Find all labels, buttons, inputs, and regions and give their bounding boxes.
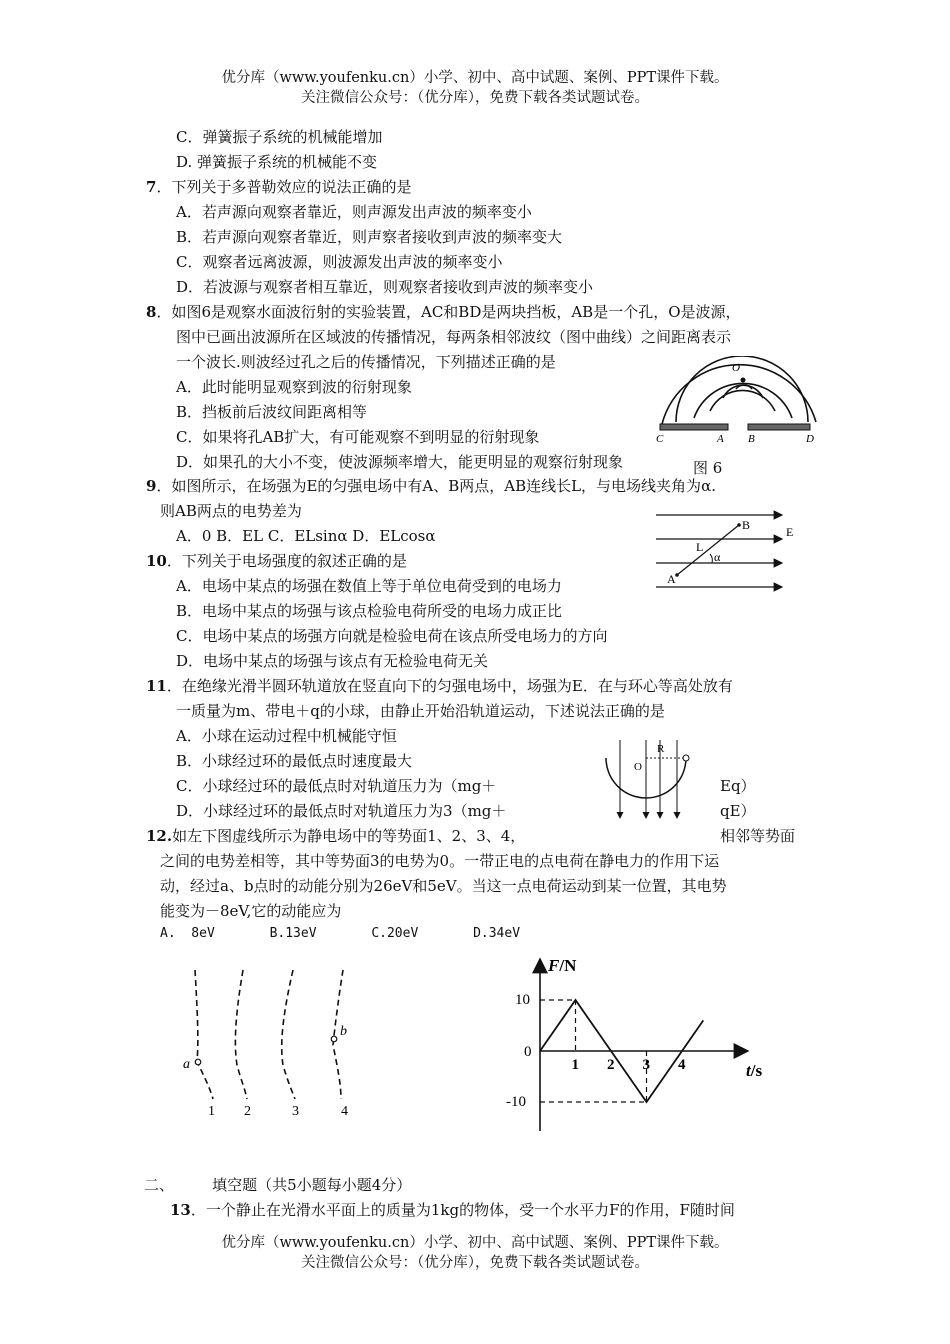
wave-source-point [741, 378, 746, 383]
q13-stem [170, 1198, 735, 1222]
x-tick-2: 2 [607, 1057, 615, 1073]
q8-number: 8 [146, 303, 157, 321]
x-axis-label-unit: /s [750, 1061, 763, 1080]
q11-line-1: ．在绝缘光滑半圆环轨道放在竖直向下的匀强电场中，场强为E．在与环心等高处放有 [166, 677, 733, 695]
q8-line-1: ．如图6是观察水面波衍射的实验装置，AC和BD是两块挡板，AB是一个孔，O是波源， [156, 303, 741, 321]
y-axis-label-unit: /N [559, 956, 577, 975]
q10-option-d: D．电场中某点的场强与该点有无检验电荷无关 [176, 652, 489, 670]
segment-ab [677, 525, 739, 575]
q11-number: 11 [146, 677, 167, 695]
label-d: D [806, 433, 814, 445]
y-tick-10: 10 [515, 992, 530, 1008]
q8-option-b: B．挡板前后波纹间距离相等 [176, 403, 368, 421]
footer-line-2: 关注微信公众号：（优分库），免费下载各类试题试卷。 [301, 1255, 649, 1271]
fig12-label-b: b [340, 1024, 347, 1039]
q8-line-2: 图中已画出波源所在区域波的传播情况，每两条相邻波纹（图中曲线）之间距离表示 [176, 328, 732, 346]
fig12-label-3: 3 [292, 1104, 299, 1119]
equipotential-3 [282, 970, 295, 1099]
q8-option-a: A．此时能明显观察到波的衍射现象 [176, 378, 412, 396]
q10-stem [146, 549, 407, 573]
q10-number: 10 [146, 552, 167, 570]
y-axis-label-f: F [548, 956, 560, 975]
label-o: O [732, 362, 740, 374]
q8-option-c: C．如果将孔AB扩大，有可能观察不到明显的衍射现象 [176, 428, 540, 446]
y-tick-0: 0 [524, 1044, 532, 1060]
header-line-2: 关注微信公众号：（优分库），免费下载各类试题试卷。 [301, 90, 649, 106]
fig9-label-e: E [786, 525, 794, 539]
q9-line-1: ．如图所示，在场强为E的匀强电场中有A、B两点，AB连线长L，与电场线夹角为α. [156, 477, 716, 495]
fig9-label-a: A [667, 572, 676, 586]
q7-number: 7 [146, 178, 157, 196]
figure-q11-semicircle-track [598, 738, 698, 826]
section-2-title: 二、 填空题（共5小题每小题4分） [144, 1176, 412, 1194]
y-tick-minus-10: -10 [506, 1094, 526, 1110]
q6-option-d: D. 弹簧振子系统的机械能不变 [176, 153, 378, 171]
q12-line-1: 如左下图虚线所示为静电场中的等势面1、2、3、4， [172, 827, 526, 845]
barrier-bd [748, 424, 810, 430]
figure-q12-equipotential-surfaces [175, 965, 365, 1125]
q12-line-3: 动，经过a、b点时的动能分别为26eV和5eV。当这一点电荷运动到某一位置，其电势 [160, 877, 727, 895]
q7-stem [146, 175, 411, 199]
point-a [675, 573, 679, 577]
footer-line-1: 优分库（www.youfenku.cn）小学、初中、高中试题、案例、PPT课件下载。 [221, 1235, 729, 1251]
q7-option-c: C．观察者远离波源，则波源发出声波的频率变小 [176, 253, 503, 271]
point-b [737, 523, 741, 527]
header-line-1: 优分库（www.youfenku.cn）小学、初中、高中试题、案例、PPT课件下载。 [221, 70, 729, 86]
force-time-graph [500, 953, 790, 1138]
q11-option-d-tail: qE） [720, 802, 756, 820]
q7-stem-text: ．下列关于多普勒效应的说法正确的是 [156, 178, 412, 196]
q9-line-2: 则AB两点的电势差为 [160, 502, 302, 520]
q13-line-1: ．一个静止在光滑水平面上的质量为1kg的物体，受一个水平力F的作用，F随时间 [190, 1201, 735, 1219]
q10-option-b: B．电场中某点的场强与该点检验电荷所受的电场力成正比 [176, 602, 563, 620]
q12-line-2: 之间的电势差相等，其中等势面3的电势为0。一带正电的点电荷在静电力的作用下运 [160, 852, 720, 870]
label-b: B [748, 433, 755, 445]
barrier-ac [660, 424, 728, 430]
q10-option-c: C．电场中某点的场强方向就是检验电荷在该点所受电场力的方向 [176, 627, 608, 645]
q8-stem [146, 300, 741, 324]
q11-stem [146, 674, 733, 698]
fig9-label-alpha: α [714, 550, 721, 564]
q9-stem [146, 474, 716, 498]
label-a: A [717, 433, 724, 445]
figure-q9-uniform-field [650, 505, 800, 600]
q8-line-3: 一个波长.则波经过孔之后的传播情况，下列描述正确的是 [176, 353, 556, 371]
fig12-label-2: 2 [244, 1104, 251, 1119]
q12-stem [146, 824, 525, 848]
q12-options: A. 8eV B.13eV C.20eV D.34eV [160, 926, 521, 941]
q10-option-a: A．电场中某点的场强在数值上等于单位电荷受到的电场力 [176, 577, 562, 595]
y-axis-label [547, 956, 577, 975]
fig11-label-o: O [634, 761, 642, 773]
q13-number: 13 [170, 1201, 191, 1219]
q8-option-d: D．如果孔的大小不变，使波源频率增大，能更明显的观察衍射现象 [176, 453, 624, 471]
q6-option-c: C．弹簧振子系统的机械能增加 [176, 128, 383, 146]
q12-number: 12. [146, 827, 173, 845]
q11-option-a: A．小球在运动过程中机械能守恒 [176, 727, 397, 745]
q11-line-2: 一质量为m、带电＋q的小球，由静止开始沿轨道运动，下述说法正确的是 [176, 702, 665, 720]
q11-option-b: B．小球经过环的最低点时速度最大 [176, 752, 413, 770]
q12-line-1-tail: 相邻等势面 [720, 827, 796, 845]
q11-option-c-tail: Eq） [720, 777, 756, 795]
fig12-label-a: a [183, 1057, 190, 1072]
figure-6-wave-diffraction [650, 356, 820, 448]
q10-stem-text: ．下列关于电场强度的叙述正确的是 [166, 552, 407, 570]
q12-line-4: 能变为－8eV,它的动能应为 [160, 902, 342, 920]
equipotential-2 [235, 970, 247, 1099]
fig12-label-4: 4 [341, 1104, 348, 1119]
point-b [331, 1036, 337, 1042]
q7-option-a: A．若声源向观察者靠近，则声源发出声波的频率变小 [176, 203, 532, 221]
q7-option-b: B．若声源向观察者靠近，则声察者接收到声波的频率变大 [176, 228, 563, 246]
x-tick-3: 3 [642, 1057, 650, 1073]
x-tick-1: 1 [571, 1057, 579, 1073]
figure-6-caption: 图 6 [693, 459, 723, 477]
q7-option-d: D．若波源与观察者相互靠近，则观察者接收到声波的频率变小 [176, 278, 594, 296]
ball [683, 755, 689, 761]
q9-number: 9 [146, 477, 157, 495]
x-axis-label-t: t [746, 1061, 751, 1080]
fig11-label-r: R [657, 743, 665, 755]
fig12-label-1: 1 [208, 1104, 215, 1119]
point-a [195, 1059, 201, 1065]
fig9-label-b: B [742, 518, 751, 532]
q9-options: A．0 B．EL C．ELsinα D．ELcosα [176, 527, 436, 545]
equipotential-1 [195, 970, 213, 1099]
fig9-label-l: L [696, 540, 704, 554]
angle-arc [710, 554, 712, 563]
label-c: C [656, 433, 664, 445]
x-axis-label [746, 1061, 762, 1080]
q11-option-c: C．小球经过环的最低点时对轨道压力为（mg＋ [176, 777, 497, 795]
q11-option-d: D．小球经过环的最低点时对轨道压力为3（mg＋ [176, 802, 507, 820]
x-tick-4: 4 [678, 1057, 686, 1073]
